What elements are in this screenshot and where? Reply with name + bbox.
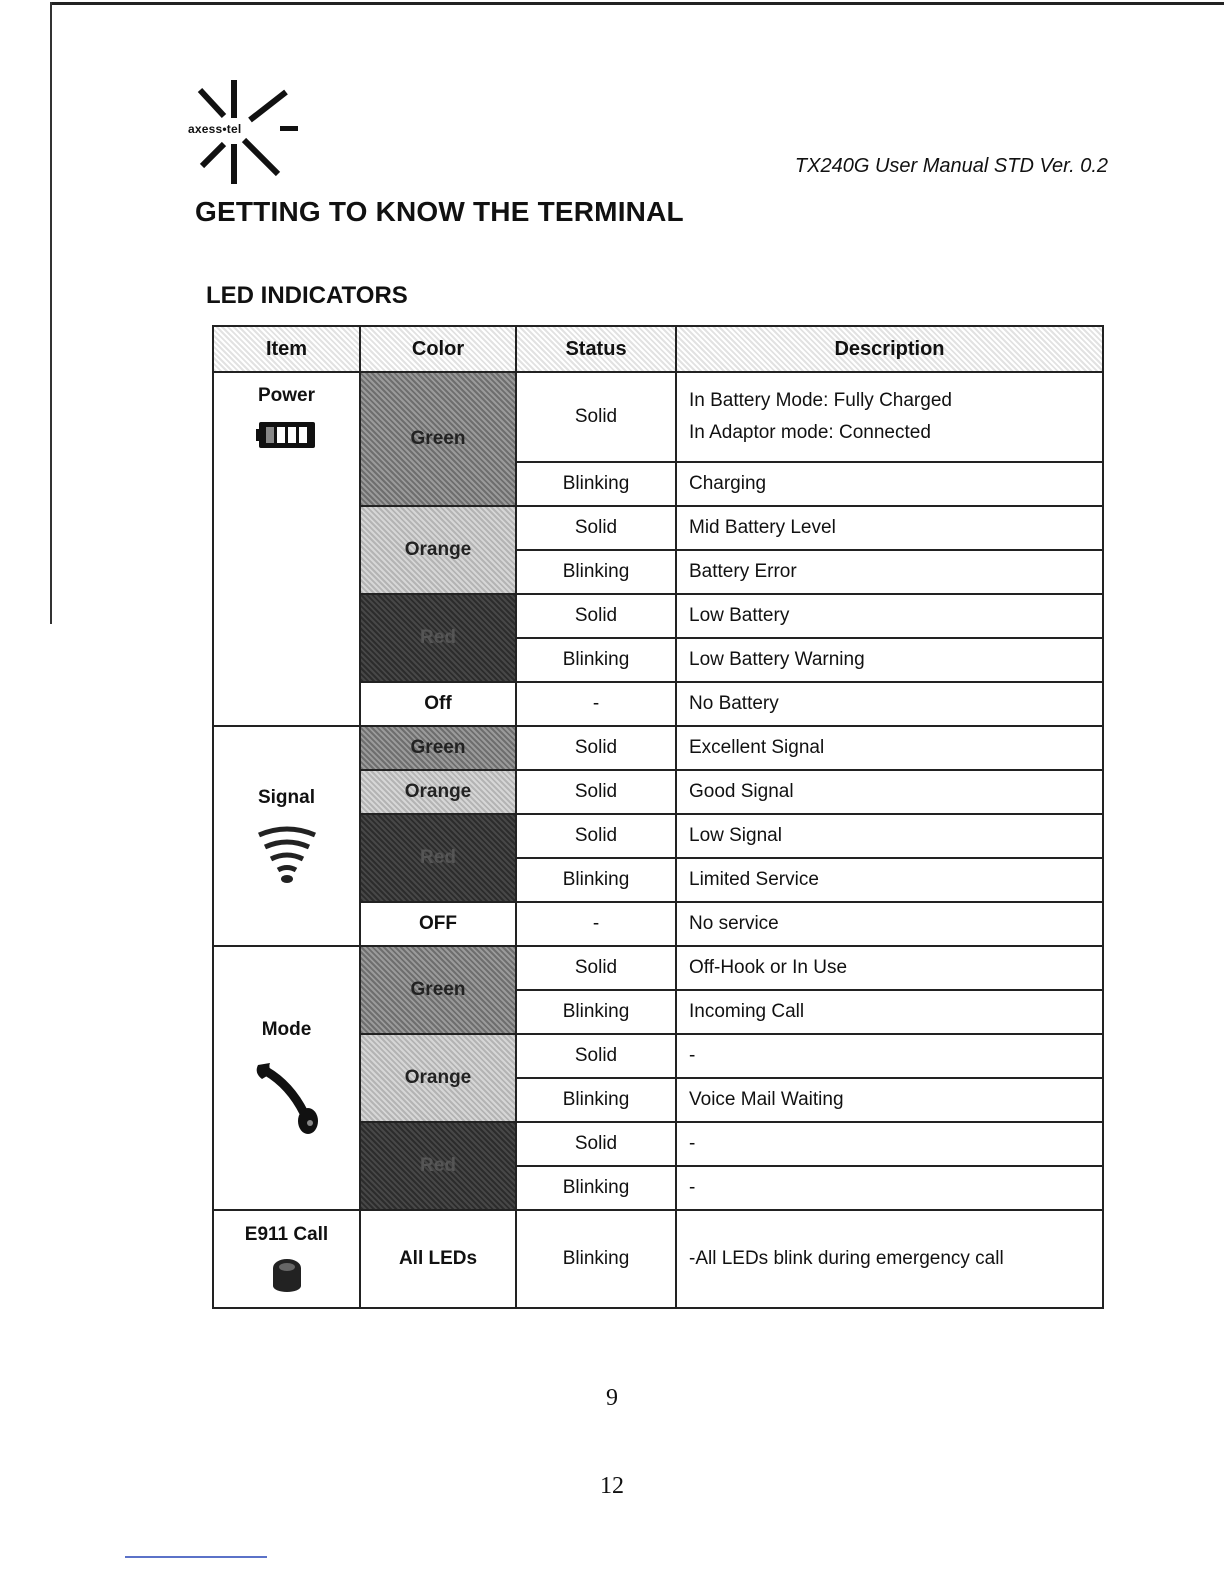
status-cell: Solid [516, 372, 676, 462]
status-cell: Blinking [516, 638, 676, 682]
description-cell: Good Signal [676, 770, 1103, 814]
led-indicator-table [212, 325, 1104, 1309]
status-cell: Solid [516, 594, 676, 638]
item-label: Mode [261, 1019, 312, 1040]
signal-icon [255, 825, 319, 885]
status-cell: Blinking [516, 462, 676, 506]
column-header-status: Status [516, 326, 676, 372]
table-row [213, 946, 1103, 990]
item-label: E911 Call [244, 1224, 329, 1245]
footnote-rule [125, 1556, 267, 1558]
description-cell: Limited Service [676, 858, 1103, 902]
sheet-number: 12 [600, 1473, 624, 1499]
item-label: Signal [257, 787, 315, 808]
description-cell: No Battery [676, 682, 1103, 726]
color-swatch-green [360, 372, 516, 506]
description-cell: Mid Battery Level [676, 506, 1103, 550]
column-header-description: Description [676, 326, 1103, 372]
color-swatch-red [360, 594, 516, 682]
status-cell: Solid [516, 1034, 676, 1078]
color-label: Green [410, 979, 466, 1000]
status-cell: Blinking [516, 858, 676, 902]
status-cell: Blinking [516, 990, 676, 1034]
status-cell: Blinking [516, 550, 676, 594]
color-off: OFF [360, 902, 516, 946]
color-swatch-green [360, 946, 516, 1034]
section-title: LED INDICATORS [206, 282, 408, 309]
battery-icon [256, 421, 318, 449]
description-line: In Battery Mode: Fully Charged [689, 390, 952, 411]
description-cell: Battery Error [676, 550, 1103, 594]
description-cell: Voice Mail Waiting [676, 1078, 1103, 1122]
description-cell [676, 372, 1103, 462]
scan-border-top [50, 2, 1224, 5]
description-cell: Low Battery Warning [676, 638, 1103, 682]
color-label: Orange [404, 1067, 472, 1088]
manual-version: TX240G User Manual STD Ver. 0.2 [794, 155, 1108, 177]
color-all-leds: All LEDs [360, 1210, 516, 1308]
color-swatch-red [360, 814, 516, 902]
color-label: Orange [404, 539, 472, 560]
phone-handset-icon [252, 1057, 322, 1137]
status-cell: Solid [516, 726, 676, 770]
color-label: Red [420, 847, 456, 868]
status-cell: Solid [516, 770, 676, 814]
color-label: Green [410, 737, 466, 758]
item-e911 [213, 1210, 360, 1308]
status-cell: - [516, 682, 676, 726]
item-mode [213, 946, 360, 1210]
color-swatch-red [360, 1122, 516, 1210]
color-swatch-green [360, 726, 516, 770]
color-swatch-orange [360, 506, 516, 594]
color-swatch-orange [360, 1034, 516, 1122]
table-row [213, 726, 1103, 770]
table-row [213, 1210, 1103, 1308]
status-cell: Solid [516, 814, 676, 858]
description-cell: -All LEDs blink during emergency call [676, 1210, 1103, 1308]
column-header-item: Item [213, 326, 360, 372]
page-title: GETTING TO KNOW THE TERMINAL [195, 196, 684, 227]
description-cell: Off-Hook or In Use [676, 946, 1103, 990]
color-label: Orange [404, 781, 472, 802]
description-cell: - [676, 1122, 1103, 1166]
color-label: Red [420, 1155, 456, 1176]
status-cell: Blinking [516, 1166, 676, 1210]
description-cell: Low Signal [676, 814, 1103, 858]
description-cell: Excellent Signal [676, 726, 1103, 770]
logo-text: axess•tel [188, 122, 242, 136]
description-cell: Incoming Call [676, 990, 1103, 1034]
description-cell: Charging [676, 462, 1103, 506]
description-line: In Adaptor mode: Connected [689, 422, 931, 443]
description-cell: No service [676, 902, 1103, 946]
status-cell: Solid [516, 506, 676, 550]
description-cell: - [676, 1166, 1103, 1210]
color-swatch-orange [360, 770, 516, 814]
emergency-button-icon [267, 1256, 307, 1294]
table-row [213, 372, 1103, 462]
column-header-color: Color [360, 326, 516, 372]
table-header-row [213, 326, 1103, 372]
item-label: Power [257, 385, 316, 406]
status-cell: Blinking [516, 1210, 676, 1308]
company-logo [188, 76, 308, 186]
status-cell: Solid [516, 946, 676, 990]
description-cell: - [676, 1034, 1103, 1078]
description-cell: Low Battery [676, 594, 1103, 638]
item-power [213, 372, 360, 726]
item-signal [213, 726, 360, 946]
scan-border-left [50, 2, 52, 624]
status-cell: - [516, 902, 676, 946]
color-label: Green [410, 428, 466, 449]
status-cell: Blinking [516, 1078, 676, 1122]
color-off: Off [360, 682, 516, 726]
status-cell: Solid [516, 1122, 676, 1166]
page-number: 9 [606, 1385, 618, 1411]
color-label: Red [420, 627, 456, 648]
